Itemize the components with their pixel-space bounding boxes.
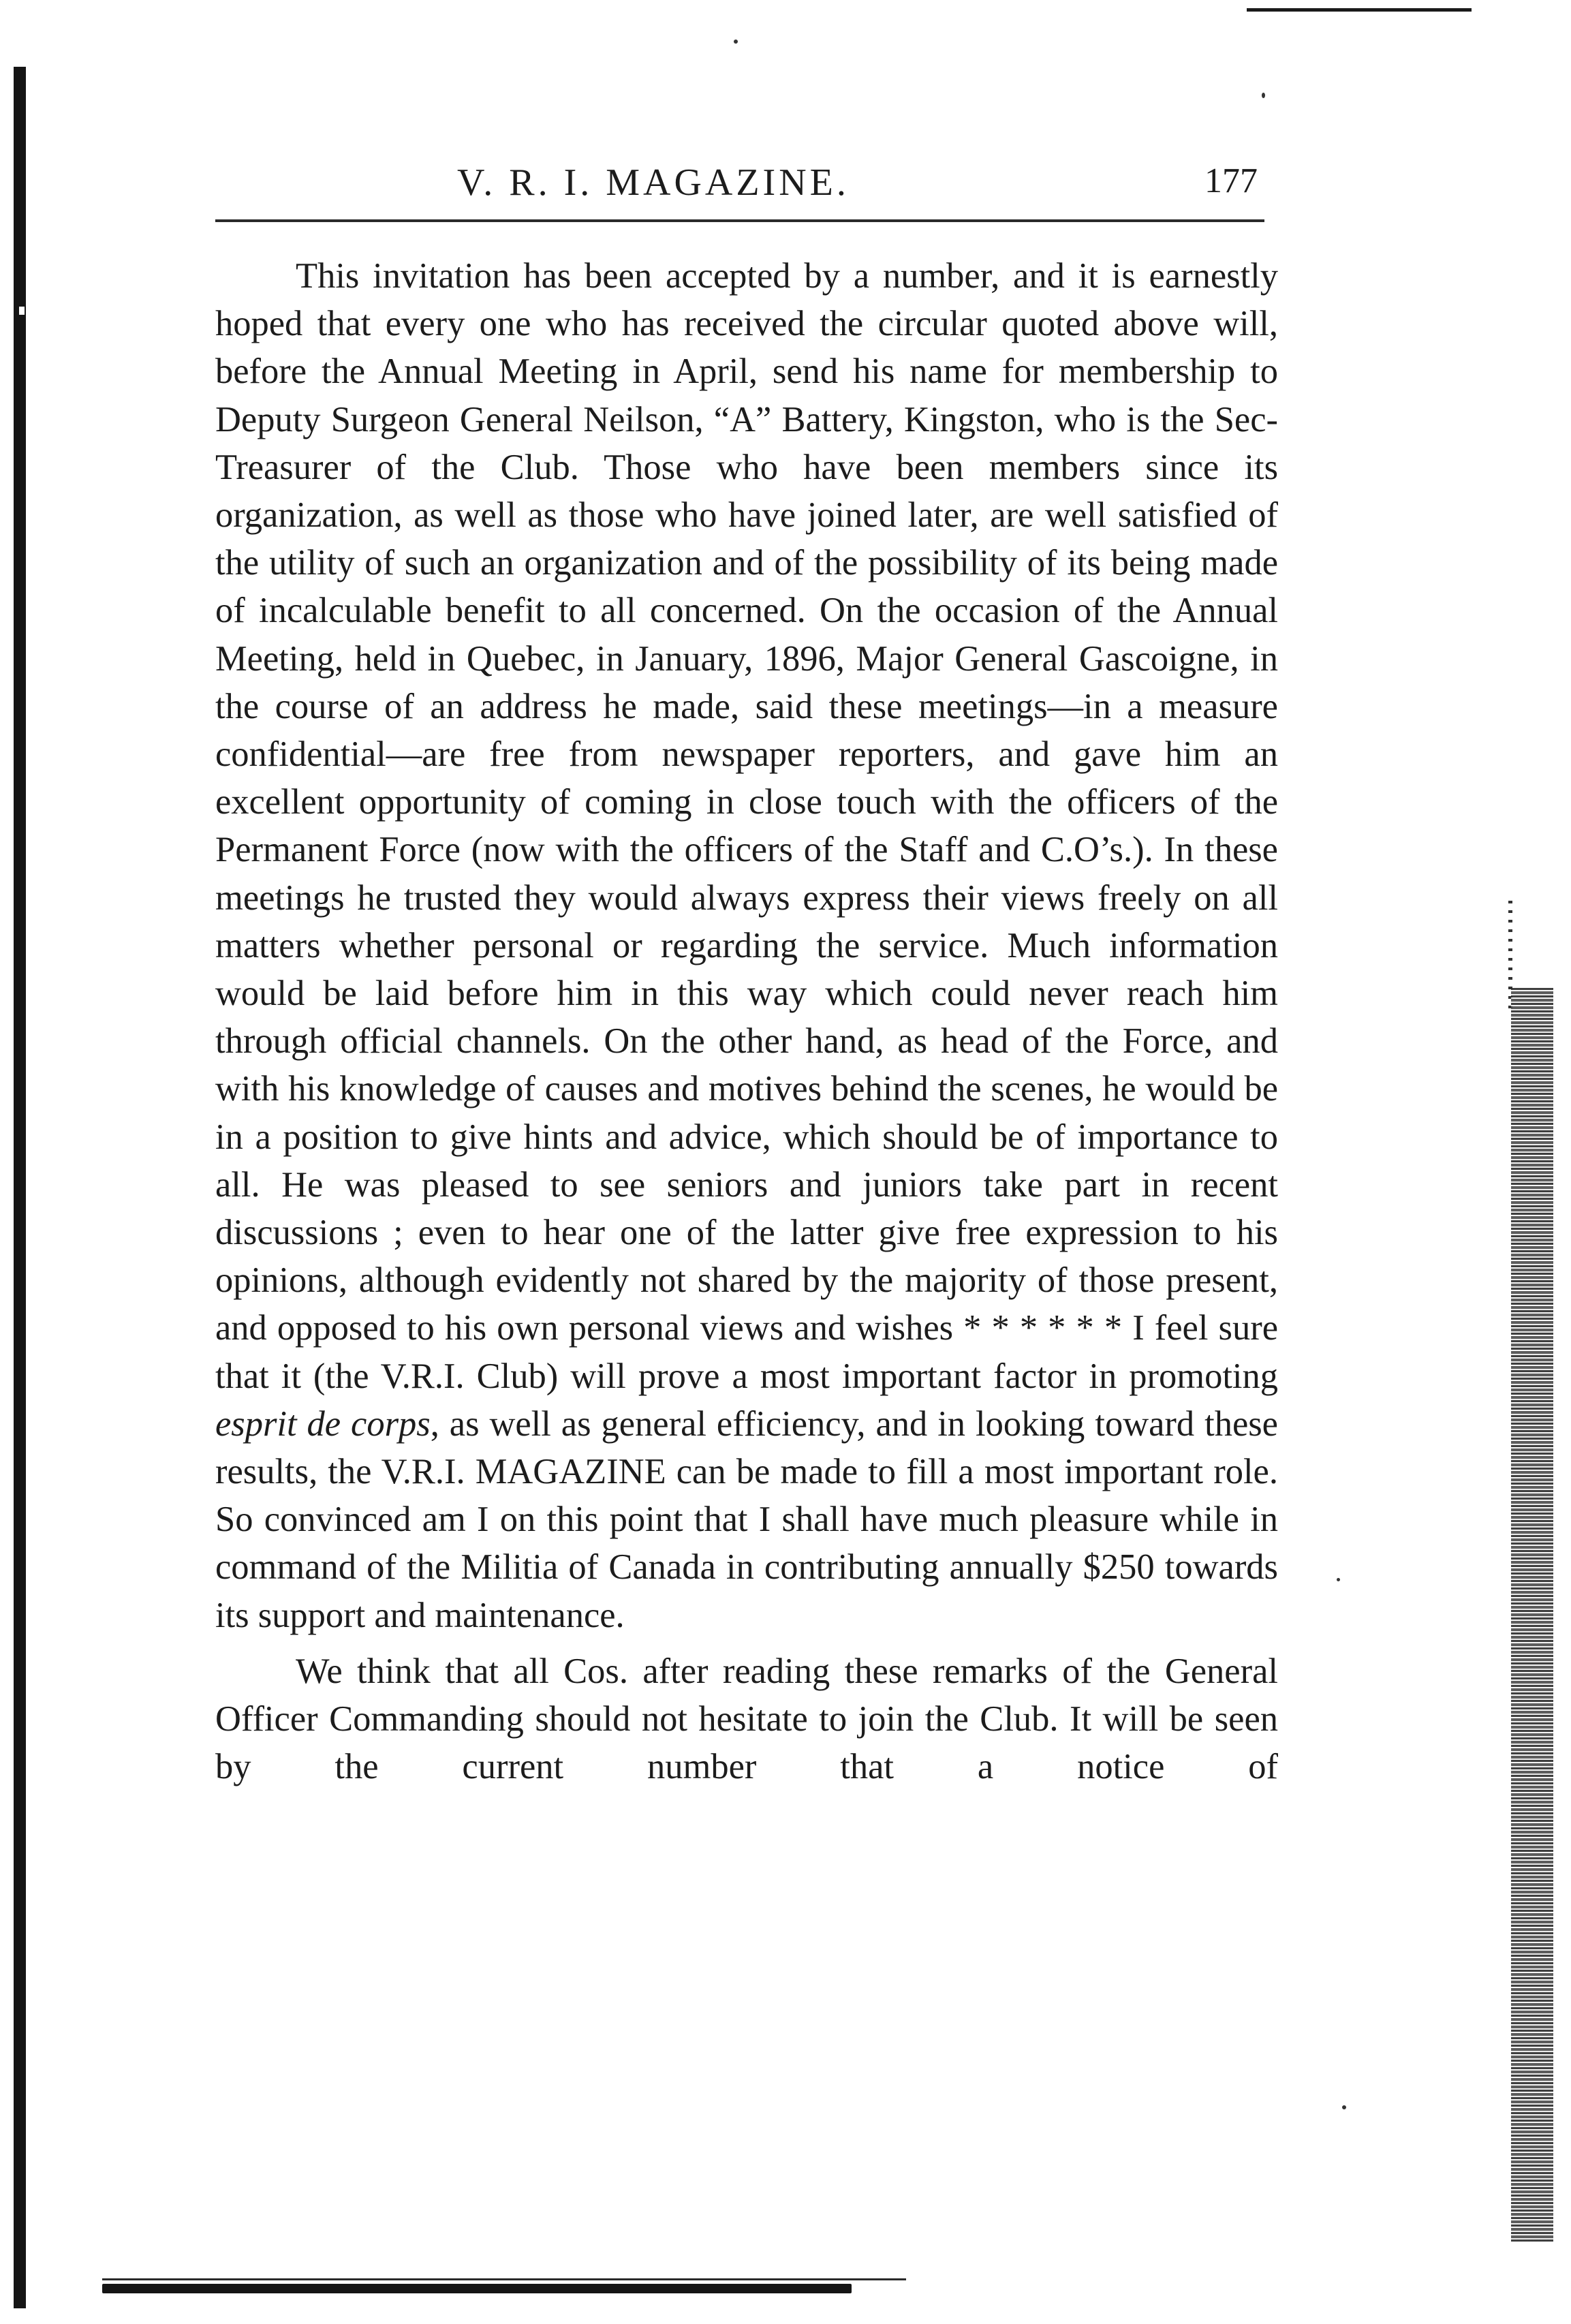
scan-speck bbox=[1337, 1578, 1340, 1581]
scan-speck bbox=[1262, 93, 1265, 98]
scan-edge-shadow-left bbox=[14, 67, 26, 2308]
article-body bbox=[215, 252, 1278, 1791]
header-rule bbox=[215, 219, 1264, 222]
italic-phrase: esprit de corps bbox=[215, 1404, 431, 1444]
scan-edge-top-rule bbox=[1247, 8, 1472, 12]
running-title: V. R. I. MAGAZINE. bbox=[457, 161, 850, 204]
scan-speck bbox=[1342, 2105, 1346, 2109]
scan-edge-shadow-right bbox=[1511, 988, 1553, 2242]
page-number: 177 bbox=[1204, 161, 1258, 200]
scan-edge-notch bbox=[19, 307, 25, 315]
scan-speck bbox=[734, 40, 738, 44]
scan-edge-shadow-bottom bbox=[102, 2284, 852, 2293]
running-head bbox=[215, 157, 1264, 211]
paragraph: We think that all Cos. after reading these remarks of the General Officer Commanding should not hesitate to join the Club. It will be seen by the current number that a notice of bbox=[215, 1651, 1278, 1787]
paragraph: This invitation has been accepted by a number, and it is earnestly hoped that every one who has received the circular quoted above will, before the Annual Meeting in April, send his name for membership to Deputy Surgeon General Neilson, “A” Battery, Kingston, who is the Sec-Treasurer of the Club. Those who have been members since its organization, as well as those who have joined later, are well satisfied of the utility of such an organization and of the possibility of its being made of incalculable benefit to all concerned. On the occasion of the Annual Meeting, held in Quebec, in January, 1896, Major General Gascoigne, in the course of an address he made, said these meetings—in a measure confidential—are free from newspaper reporters, and gave him an excellent opportunity of coming in close touch with the officers of the Permanent Force (now with the officers of the Staff and C.O’s.). In these meetings he trusted they would always express their views freely on all matters whether personal or regarding the service. Much information would be laid before him in this way which could never reach him through official channels. On the other hand, as head of the Force, and with his knowledge of causes and motives behind the scenes, he would be in a position to give hints and advice, which should be of importance to all. He was pleased to see seniors and juniors take part in recent discussions ; even to hear one of the latter give free expression to his opinions, although evidently not shared by the majority of those present, and opposed to his own personal views and wishes * * * * * * I feel sure that it (the V.R.I. Club) will prove a most important factor in promoting esprit de corps, as well as general efficiency, and in looking toward these results, the V.R.I. MAGAZINE can be made to fill a most important role. So convinced am I on this point that I shall have much pleasure while in command of the Militia of Canada in contributing annually $250 towards its support and maintenance. bbox=[215, 256, 1278, 1635]
scan-edge-bottom-thin bbox=[102, 2278, 906, 2280]
